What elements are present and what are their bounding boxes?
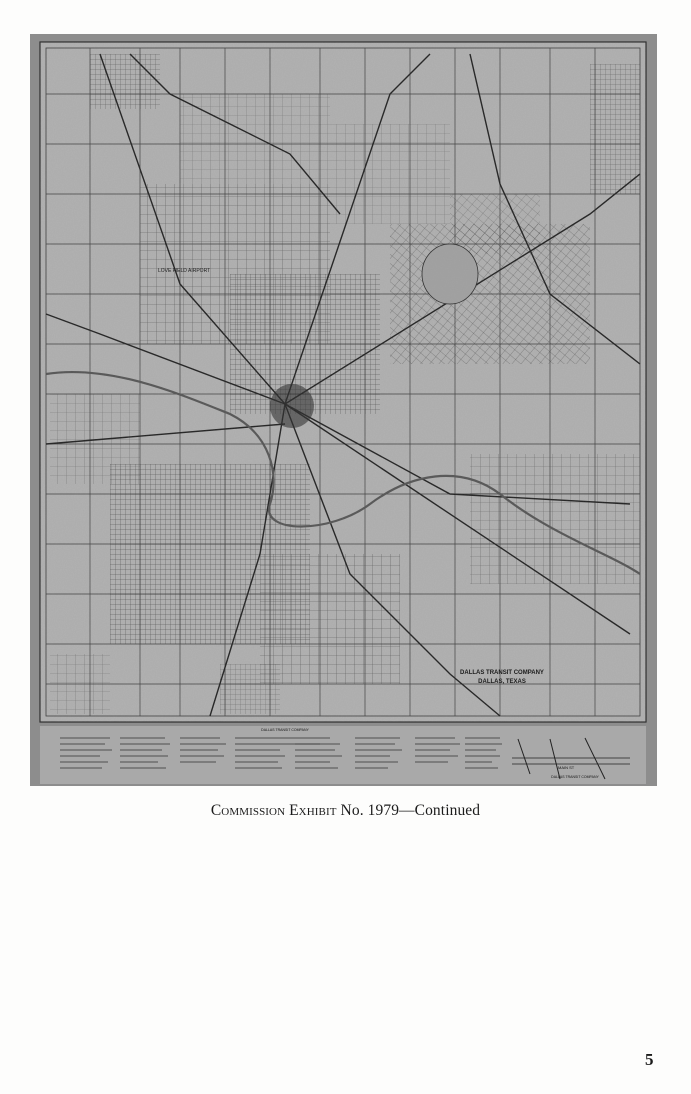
map-legend (40, 726, 646, 784)
exhibit-caption (0, 802, 691, 820)
dallas-transit-map-image (30, 34, 657, 786)
map-drawing (30, 34, 657, 786)
legend-title: DALLAS TRANSIT COMPANY (261, 728, 309, 732)
inset-company-label: DALLAS TRANSIT COMPANY (551, 775, 599, 779)
company-label-line2: DALLAS, TEXAS (478, 679, 526, 685)
inset-street-label: MAIN ST (558, 765, 575, 770)
caption-suffix: —Continued (399, 802, 481, 819)
caption-prefix: Commission Exhibit (210, 802, 337, 819)
airport-label: LOVE FIELD AIRPORT (158, 268, 211, 274)
caption-number: No. 1979 (340, 802, 400, 819)
company-label-line1: DALLAS TRANSIT COMPANY (460, 670, 544, 676)
page-number: 5 (645, 1050, 654, 1069)
